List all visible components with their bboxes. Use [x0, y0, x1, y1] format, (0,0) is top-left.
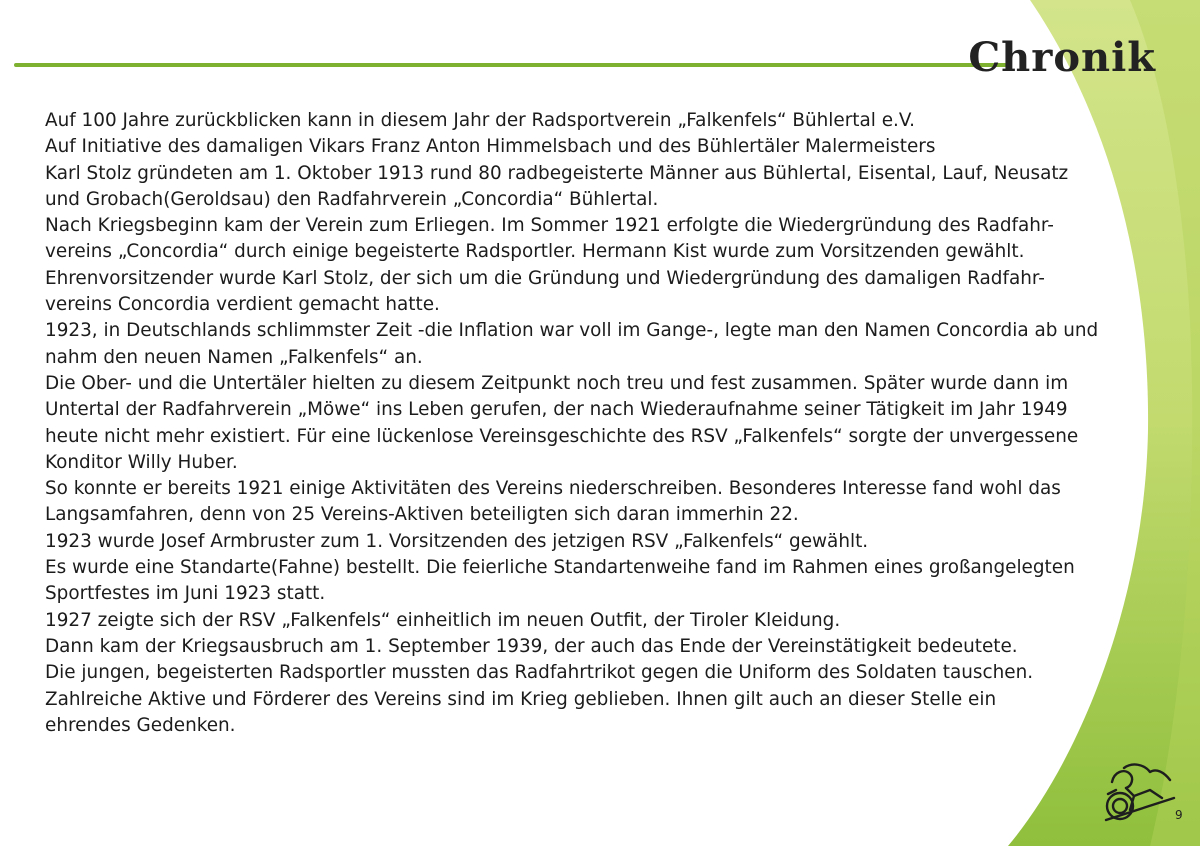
- text-line: Dann kam der Kriegsausbruch am 1. September 1939, der auch das Ende der Vereinstätigkeit bedeutete.: [45, 635, 1018, 657]
- text-line: Untertal der Radfahrverein „Möwe“ ins Leben gerufen, der nach Wiederaufnahme seiner Tätigkeit im Jahr 1949: [45, 399, 1068, 421]
- text-line: ehrendes Gedenken.: [45, 714, 236, 736]
- text-line: Die Ober- und die Untertäler hielten zu diesem Zeitpunkt noch treu und fest zusammen. Später wurde dann im: [45, 372, 1069, 394]
- text-line: Auf 100 Jahre zurückblicken kann in diesem Jahr der Radsportverein „Falkenfels“ Bühlertal e.V.: [45, 110, 915, 131]
- text-line: Zahlreiche Aktive und Förderer des Vereins sind im Krieg geblieben. Ihnen gilt auch an dieser Stelle ein: [45, 688, 997, 710]
- text-line: Nach Kriegsbeginn kam der Verein zum Erliegen. Im Sommer 1921 erfolgte die Wiedergründung des Radfahr-: [45, 215, 1054, 237]
- text-line: So konnte er bereits 1921 einige Aktivitäten des Vereins niederschreiben. Besonderes Interesse fand wohl das: [45, 478, 1061, 500]
- text-line: heute nicht mehr existiert. Für eine lückenlose Vereinsgeschichte des RSV „Falkenfels“ sorgte der unvergessene: [45, 425, 1079, 447]
- text-line: Konditor Willy Huber.: [45, 451, 238, 473]
- text-line: nahm den neuen Namen „Falkenfels“ an.: [45, 346, 423, 368]
- text-line: vereins Concordia verdient gemacht hatte.: [45, 294, 440, 316]
- text-line: Langsamfahren, denn von 25 Vereins-Aktiven beteiligten sich daran immerhin 22.: [45, 504, 799, 526]
- text-line: Sportfestes im Juni 1923 statt.: [45, 583, 326, 605]
- text-line: Auf Initiative des damaligen Vikars Franz Anton Himmelsbach und des Bühlertäler Malermeisters: [45, 136, 936, 158]
- text-line: Es wurde eine Standarte(Fahne) bestellt. Die feierliche Standartenweihe fand im Rahmen eines großangelegten: [45, 557, 1075, 579]
- text-line: Karl Stolz gründeten am 1. Oktober 1913 rund 80 radbegeisterte Männer aus Bühlertal, Eisental, Lauf, Neusatz: [45, 162, 1069, 184]
- chronicle-text: [45, 108, 1165, 739]
- page-number: 9: [1175, 808, 1183, 822]
- header-rule: [14, 63, 1007, 67]
- text-line: vereins „Concordia“ durch einige begeisterte Radsportler. Hermann Kist wurde zum Vorsitzenden gewählt.: [45, 241, 1025, 263]
- cyclist-icon: [1100, 760, 1178, 826]
- text-line: 1923, in Deutschlands schlimmster Zeit -die Inflation war voll im Gange-, legte man den Namen Concordia ab und: [45, 320, 1099, 342]
- text-line: 1923 wurde Josef Armbruster zum 1. Vorsitzenden des jetzigen RSV „Falkenfels“ gewählt.: [45, 530, 869, 552]
- text-line: Die jungen, begeisterten Radsportler mussten das Radfahrtrikot gegen die Uniform des Soldaten tauschen.: [45, 662, 1034, 684]
- text-line: und Grobach(Geroldsau) den Radfahrverein „Concordia“ Bühlertal.: [45, 188, 659, 210]
- page-title: Chronik: [968, 34, 1156, 81]
- text-line: 1927 zeigte sich der RSV „Falkenfels“ einheitlich im neuen Outfit, der Tiroler Kleidung.: [45, 609, 841, 631]
- text-line: Ehrenvorsitzender wurde Karl Stolz, der sich um die Gründung und Wiedergründung des damaligen Radfahr-: [45, 267, 1045, 289]
